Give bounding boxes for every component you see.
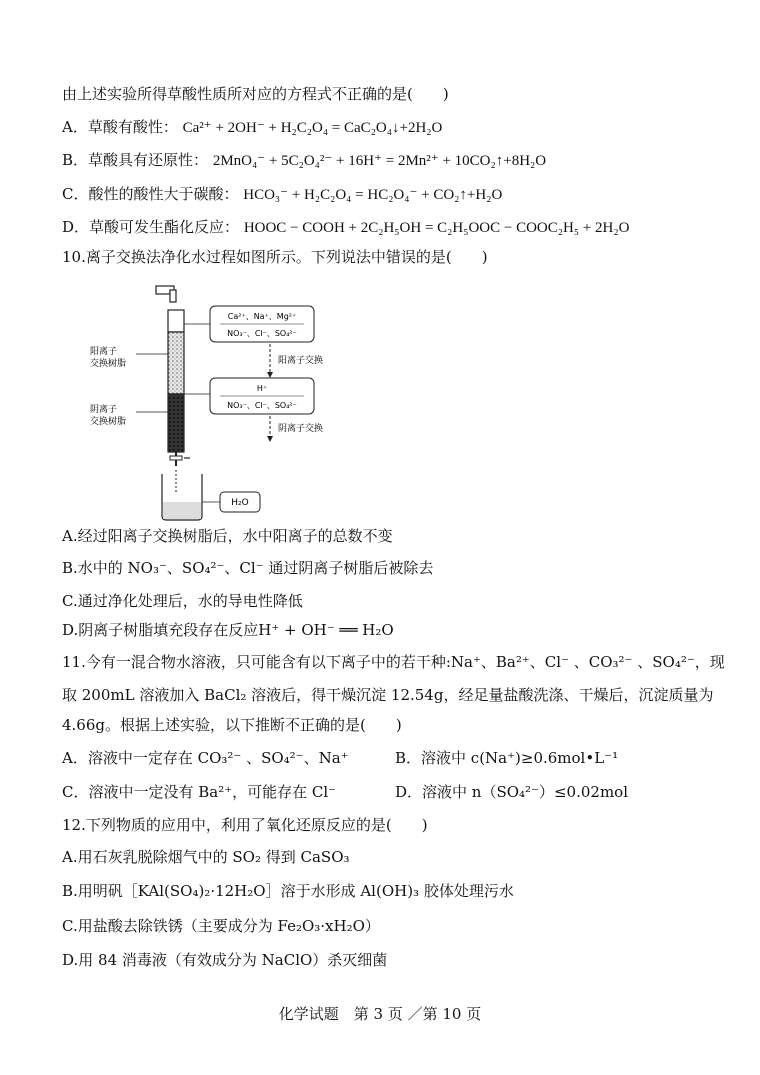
q9-option-c-equation: HCO₃⁻ + H₂C₂O₄ = HC₂O₄⁻ + CO₂↑+H₂O: [243, 187, 503, 203]
box1-cations: Ca²⁺、Na⁺、Mg²⁺: [227, 312, 297, 321]
q9-option-c-prefix: C．酸性的酸性大于碳酸：: [62, 185, 239, 203]
q11-option-a: A．溶液中一定存在 CO₃²⁻ 、SO₄²⁻、Na⁺: [62, 749, 349, 767]
label-cation-resin-1: 阳离子: [90, 347, 118, 357]
label-anion-resin-2: 交换树脂: [90, 417, 127, 427]
q9-option-b-equation: 2MnO₄⁻ + 5C₂O₄²⁻ + 16H⁺ = 2Mn²⁺ + 10CO₂↑+8H₂O: [212, 153, 547, 169]
label-cation-resin-2: 交换树脂: [90, 359, 127, 369]
label-anion-resin-1: 阴离子: [90, 405, 118, 415]
water-box: [220, 492, 260, 512]
q9-option-a-prefix: A．草酸有酸性：: [62, 118, 178, 136]
ion-exchange-figure: [80, 280, 340, 530]
q12-option-a: A.用石灰乳脱除烟气中的 SO₂ 得到 CaSO₃: [62, 848, 350, 866]
q9-option-c: [62, 184, 502, 205]
q11-stem-line1: 11.今有一混合物水溶液，只可能含有以下离子中的若干种:Na⁺、Ba²⁺、Cl⁻ 、CO₃²⁻ 、SO₄²⁻，现: [62, 653, 725, 671]
q9-option-d-prefix: D．草酸可发生酯化反应：: [62, 218, 240, 236]
box3-water: H₂O: [231, 498, 249, 508]
q11-option-d: D．溶液中 n（SO₄²⁻）≤0.02mol: [395, 783, 628, 801]
arrow-cation-exchange: 阳离子交换: [278, 356, 324, 366]
q12-option-c: C.用盐酸去除铁锈（主要成分为 Fe₂O₃·xH₂O）: [62, 917, 380, 935]
page-footer: 化学试题 第 3 页 ／第 10 页: [278, 1005, 482, 1023]
q9-option-a: [62, 117, 442, 138]
q9-option-a-equation: Ca²⁺ + 2OH⁻ + H₂C₂O₄ = CaC₂O₄↓+2H₂O: [182, 120, 443, 136]
q10-option-d: D.阴离子树脂填充段存在反应H⁺ + OH⁻ ══ H₂O: [62, 621, 394, 639]
q11-stem-line2: 取 200mL 溶液加入 BaCl₂ 溶液后，得干燥沉淀 12.54g，经足量盐酸洗涤、干燥后，沉淀质量为: [62, 686, 714, 704]
arrow-anion-exchange: 阴离子交换: [278, 424, 324, 434]
q11-option-b: B．溶液中 c(Na⁺)≥0.6mol•L⁻¹: [395, 749, 619, 767]
exchange-column: [168, 310, 190, 494]
beaker: [162, 474, 202, 520]
q10-option-a: A.经过阳离子交换树脂后，水中阳离子的总数不变: [62, 527, 393, 545]
q9-option-b: [62, 150, 546, 171]
q10-stem: 10.离子交换法净化水过程如图所示。下列说法中错误的是( ): [62, 248, 488, 266]
q12-option-d: D.用 84 消毒液（有效成分为 NaClO）杀灭细菌: [62, 951, 388, 969]
q9-option-b-prefix: B．草酸具有还原性：: [62, 151, 209, 169]
q9-option-d-equation: HOOC − COOH + 2C₂H₅OH = C₂H₅OOC − COOC₂H₅ + 2H₂O: [243, 220, 630, 236]
q11-option-c: C．溶液中一定没有 Ba²⁺，可能存在 Cl⁻: [62, 783, 337, 801]
q10-option-b: B.水中的 NO₃⁻、SO₄²⁻、Cl⁻ 通过阴离子树脂后被除去: [62, 559, 434, 577]
q12-option-b: B.用明矾［KAl(SO₄)₂·12H₂O］溶于水形成 Al(OH)₃ 胶体处理污水: [62, 882, 514, 900]
box2-cations: H⁺: [256, 384, 268, 393]
q9-stem: 由上述实验所得草酸性质所对应的方程式不正确的是( ): [62, 85, 449, 103]
q9-option-d: [62, 217, 629, 238]
faucet-icon: [156, 286, 176, 302]
ions-box-inlet: [210, 306, 314, 342]
box1-anions: NO₃⁻、Cl⁻、SO₄²⁻: [227, 329, 297, 338]
box2-anions: NO₃⁻、Cl⁻、SO₄²⁻: [227, 401, 297, 410]
q12-stem: 12.下列物质的应用中，利用了氧化还原反应的是( ): [62, 816, 428, 834]
ions-box-middle: [210, 378, 314, 414]
q10-option-c: C.通过净化处理后，水的导电性降低: [62, 592, 303, 610]
q11-stem-line3: 4.66g。根据上述实验，以下推断不正确的是( ): [62, 716, 402, 734]
